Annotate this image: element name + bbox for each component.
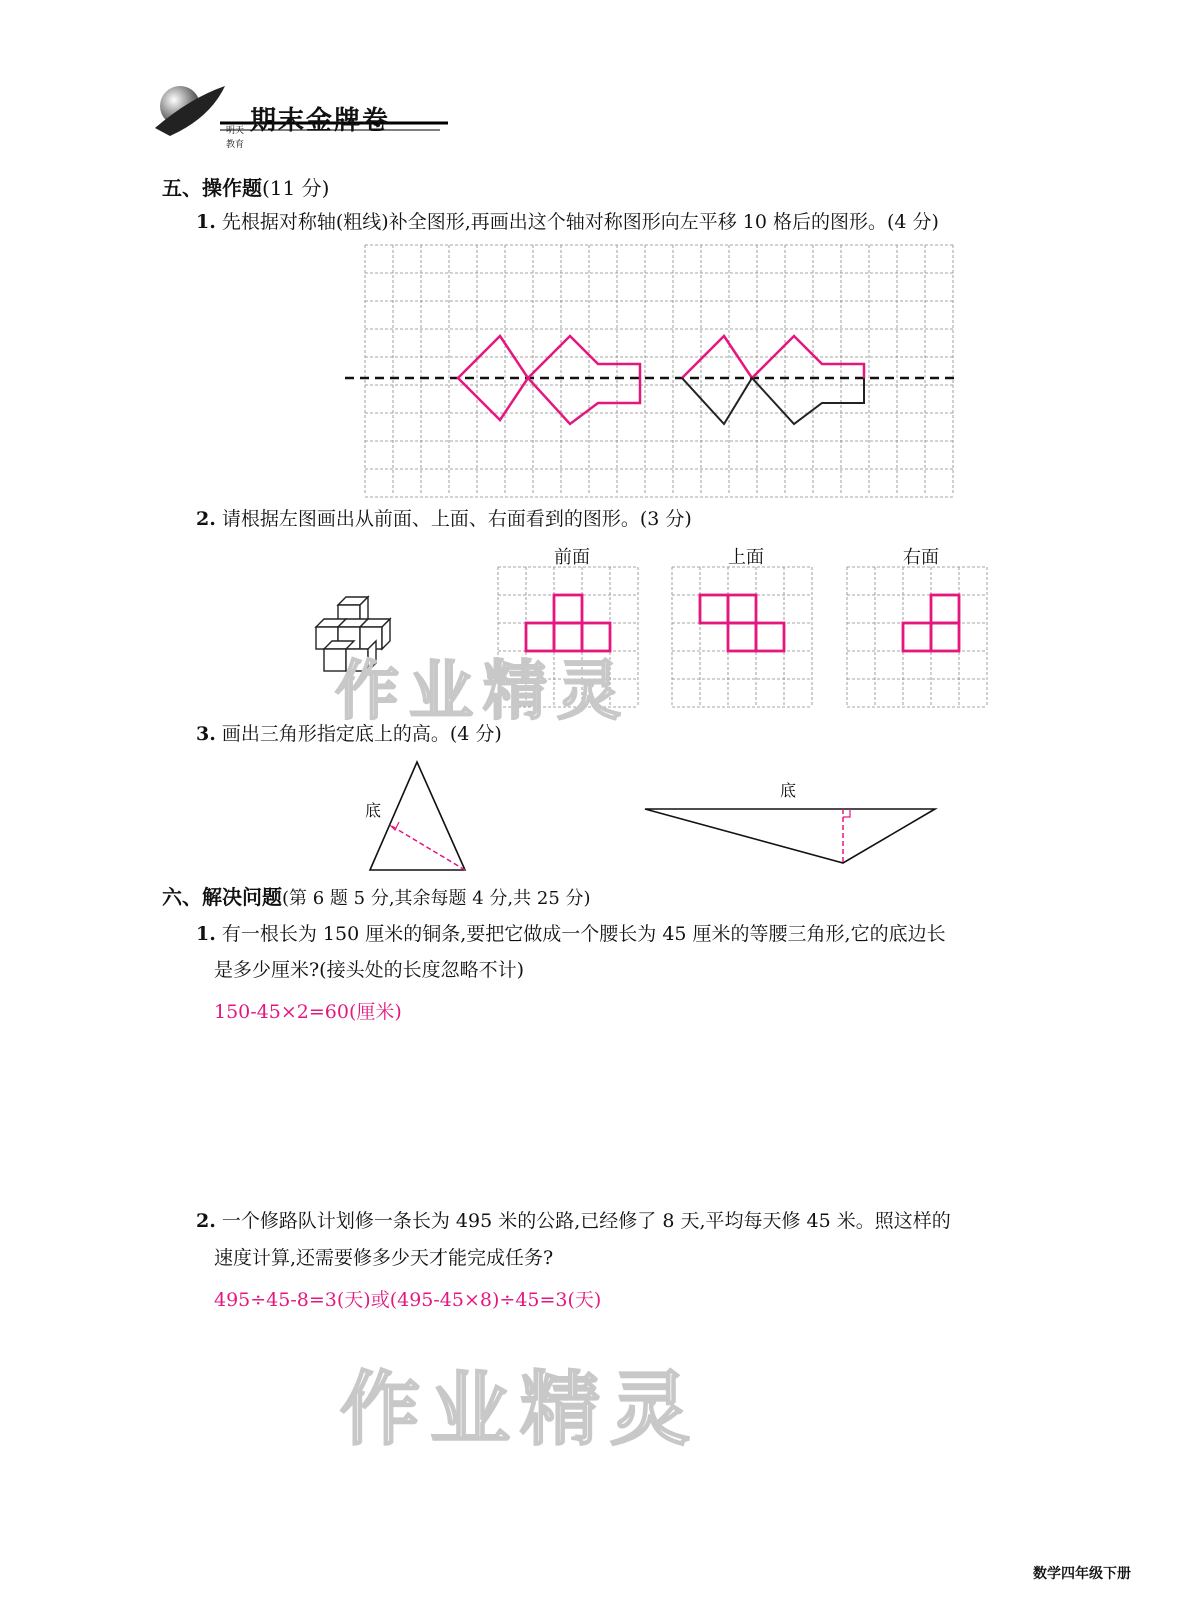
right-view-grid xyxy=(846,565,988,707)
section5-title: 五、操作题 xyxy=(162,176,262,200)
s6-q2-line1 xyxy=(196,1212,951,1231)
s6-q2-line2: 速度计算,还需要修多少天才能完成任务? xyxy=(214,1247,554,1269)
grid-lines xyxy=(847,567,987,707)
translated-shape-right-part xyxy=(528,336,640,424)
symmetry-grid-figure xyxy=(345,240,955,495)
page-footer: 数学四年级下册 xyxy=(1033,1566,1131,1582)
front-cell xyxy=(554,595,582,623)
right-cell xyxy=(931,595,959,623)
s6-q1-line2: 是多少厘米?(接头处的长度忽略不计) xyxy=(214,959,525,981)
s6-q1-line1 xyxy=(196,925,946,944)
section6-score: (第 6 题 5 分,其余每题 4 分,共 25 分) xyxy=(282,888,591,909)
grid-lines xyxy=(672,567,812,707)
watermark-bottom: 作业精灵 xyxy=(340,1363,700,1456)
s5-q3-text: 画出三角形指定底上的高。(4 分) xyxy=(221,723,502,745)
s5-q1-num: 1. xyxy=(196,211,216,233)
section5-heading xyxy=(162,178,329,198)
view-label-right: 右面 xyxy=(903,547,939,568)
top-cell xyxy=(700,595,728,623)
header-title: 期末金牌卷 xyxy=(250,106,391,136)
logo-sub-top: 明天 xyxy=(226,126,245,136)
top-cell xyxy=(728,595,756,623)
s5-q2-num: 2. xyxy=(196,508,216,530)
base-label-right: 底 xyxy=(780,781,797,800)
base-label-left: 底 xyxy=(365,801,382,820)
view-label-front: 前面 xyxy=(554,547,590,568)
view-label-top: 上面 xyxy=(728,547,764,568)
right-cell xyxy=(903,623,931,651)
right-cell xyxy=(931,623,959,651)
s5-q1-text: 先根据对称轴(粗线)补全图形,再画出这个轴对称图形向左平移 10 格后的图形。(4 分) xyxy=(221,211,939,233)
section6-title: 六、解决问题 xyxy=(162,885,282,909)
triangle-left xyxy=(365,760,475,875)
logo-sub-bottom: 教育 xyxy=(226,140,245,150)
section6-heading xyxy=(162,887,591,908)
s5-q2 xyxy=(196,510,692,529)
top-cell xyxy=(728,623,756,651)
s5-q2-text: 请根据左图画出从前面、上面、右面看到的图形。(3 分) xyxy=(221,508,692,530)
watermark-top: 作业精灵 xyxy=(335,655,631,729)
s6-q1-text1: 有一根长为 150 厘米的铜条,要把它做成一个腰长为 45 厘米的等腰三角形,它的底边长 xyxy=(221,923,946,945)
section5-score: (11 分) xyxy=(262,176,330,200)
s6-q1-answer: 150-45×2=60(厘米) xyxy=(214,1001,402,1023)
s6-q2-text1: 一个修路队计划修一条长为 495 米的公路,已经修了 8 天,平均每天修 45 米。照这样的 xyxy=(221,1210,951,1232)
s6-q2-answer: 495÷45-8=3(天)或(495-45×8)÷45=3(天) xyxy=(214,1289,602,1311)
header-logo xyxy=(150,78,450,158)
height-line xyxy=(390,825,465,870)
s5-q3 xyxy=(196,725,502,744)
top-cell xyxy=(756,623,784,651)
s5-q1 xyxy=(196,213,939,232)
triangle-right xyxy=(643,807,943,867)
s6-q1-num: 1. xyxy=(196,923,216,945)
top-view-grid xyxy=(671,565,813,707)
s6-q2-num: 2. xyxy=(196,1210,216,1232)
s5-q3-num: 3. xyxy=(196,723,216,745)
